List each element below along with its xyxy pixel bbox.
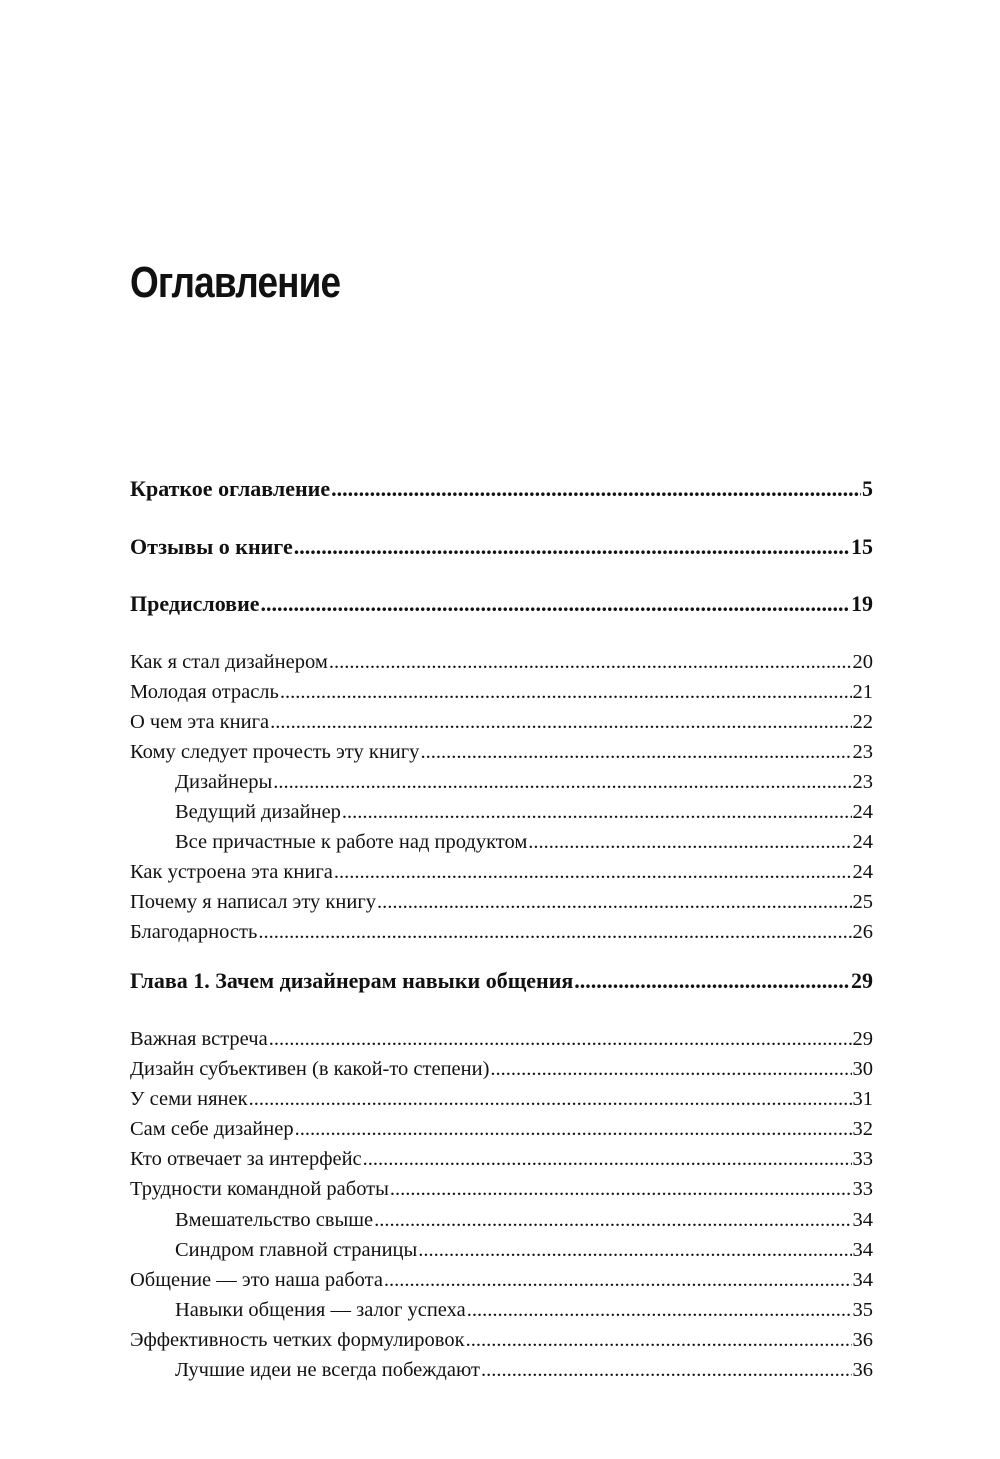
toc-page-number: 34 xyxy=(852,1238,873,1261)
toc-page-number: 29 xyxy=(852,1027,873,1050)
toc-item xyxy=(130,767,873,797)
toc-item-title: Дизайнеры xyxy=(175,770,273,793)
toc-item-title: Общение — это наша работа xyxy=(130,1268,383,1291)
toc-page-number: 23 xyxy=(852,740,873,763)
toc-item-title: Благодарность xyxy=(130,921,258,944)
toc-leader-dots xyxy=(384,1265,852,1295)
toc-item-title: Кто отвечает за интерфейс xyxy=(130,1148,362,1171)
toc-leader-dots xyxy=(342,797,852,827)
toc-page-number: 20 xyxy=(852,650,873,673)
toc-item xyxy=(130,737,873,767)
toc-item xyxy=(130,1355,873,1385)
toc-item xyxy=(130,887,873,917)
toc-leader-dots xyxy=(363,1144,852,1174)
toc-section xyxy=(130,474,873,532)
toc-item xyxy=(130,917,873,947)
toc-item-title: Краткое оглавление xyxy=(130,476,331,501)
toc-item xyxy=(130,1325,873,1355)
toc-leader-dots xyxy=(249,1084,852,1114)
toc-page-number: 25 xyxy=(852,891,873,914)
toc-item xyxy=(130,1235,873,1265)
toc-item xyxy=(130,857,873,887)
toc-leader-dots xyxy=(294,532,850,562)
toc-item xyxy=(130,1174,873,1204)
toc-leader-dots xyxy=(334,857,852,887)
toc-leader-dots xyxy=(467,1295,852,1325)
toc-page-number: 5 xyxy=(862,476,873,501)
toc-leader-dots xyxy=(261,589,850,619)
toc-item-title: Отзывы о книге xyxy=(130,533,293,559)
toc-item xyxy=(130,797,873,827)
toc-item-title: Трудности командной работы xyxy=(130,1178,389,1201)
toc-leader-dots xyxy=(331,474,861,504)
toc-page-number: 23 xyxy=(852,770,873,793)
toc-item xyxy=(130,1265,873,1295)
toc-item-title: Сам себе дизайнер xyxy=(130,1118,294,1141)
page-title: Оглавление xyxy=(130,258,341,307)
toc-item-title: Ведущий дизайнер xyxy=(175,800,341,823)
toc-leader-dots xyxy=(329,647,852,677)
toc-item-title: Предисловие xyxy=(130,591,260,616)
toc-leader-dots xyxy=(481,1355,852,1385)
toc-leader-dots xyxy=(418,1235,851,1265)
toc-leader-dots xyxy=(258,917,851,947)
toc-item xyxy=(130,707,873,737)
toc-item-title: Как я стал дизайнером xyxy=(130,650,328,673)
toc-section xyxy=(130,532,873,590)
toc-page-number: 34 xyxy=(852,1208,873,1231)
toc-leader-dots xyxy=(377,887,852,917)
toc-page-number: 32 xyxy=(852,1118,873,1141)
toc-leader-dots xyxy=(295,1114,852,1144)
toc-leader-dots xyxy=(269,1024,852,1054)
toc-leader-dots xyxy=(466,1325,852,1355)
toc-item-title: Лучшие идеи не всегда побеждают xyxy=(175,1358,480,1381)
toc-page-number: 26 xyxy=(852,921,873,944)
toc-section xyxy=(130,966,873,1024)
toc-section xyxy=(130,589,873,647)
toc-item-title: О чем эта книга xyxy=(130,710,270,733)
toc-leader-dots xyxy=(374,1205,851,1235)
toc-item xyxy=(130,1084,873,1114)
toc-leader-dots xyxy=(280,677,852,707)
toc-page-number: 24 xyxy=(852,861,873,884)
toc-item xyxy=(130,1114,873,1144)
toc-page-number: 22 xyxy=(852,710,873,733)
toc-item xyxy=(130,1024,873,1054)
toc-page-number: 36 xyxy=(852,1328,873,1351)
toc-page-number: 35 xyxy=(852,1298,873,1321)
toc-page-number: 29 xyxy=(851,968,873,994)
toc-page-number: 36 xyxy=(852,1358,873,1381)
toc-item xyxy=(130,827,873,857)
toc-item-title: Кому следует прочесть эту книгу xyxy=(130,740,420,763)
toc-item-title: Все причастные к работе над продуктом xyxy=(175,831,528,854)
toc-leader-dots xyxy=(273,767,851,797)
toc-item xyxy=(130,1144,873,1174)
toc-item xyxy=(130,1295,873,1325)
toc-leader-dots xyxy=(490,1054,851,1084)
toc-page-number: 15 xyxy=(851,533,873,559)
toc-page-number: 33 xyxy=(852,1148,873,1171)
toc-page-number: 33 xyxy=(852,1178,873,1201)
table-of-contents xyxy=(130,474,873,1385)
toc-leader-dots xyxy=(420,737,851,767)
toc-page-number: 19 xyxy=(851,591,873,616)
toc-item-title: Важная встреча xyxy=(130,1027,268,1050)
toc-item xyxy=(130,1205,873,1235)
toc-item-title: Синдром главной страницы xyxy=(175,1238,418,1261)
toc-item-title: У семи нянек xyxy=(130,1088,248,1111)
toc-item-title: Дизайн субъективен (в какой-то степени) xyxy=(130,1058,490,1081)
toc-item-title: Глава 1. Зачем дизайнерам навыки общения xyxy=(130,968,574,994)
toc-item-title: Как устроена эта книга xyxy=(130,861,333,884)
toc-page-number: 30 xyxy=(852,1058,873,1081)
toc-item-title: Вмешательство свыше xyxy=(175,1208,374,1231)
toc-page-number: 24 xyxy=(852,800,873,823)
toc-item-title: Навыки общения — залог успеха xyxy=(175,1298,466,1321)
toc-page-number: 34 xyxy=(852,1268,873,1291)
toc-item-title: Молодая отрасль xyxy=(130,680,279,703)
toc-page-number: 24 xyxy=(852,831,873,854)
toc-leader-dots xyxy=(574,966,850,996)
toc-item xyxy=(130,647,873,677)
toc-item xyxy=(130,677,873,707)
toc-leader-dots xyxy=(390,1174,852,1204)
toc-item-title: Почему я написал эту книгу xyxy=(130,891,376,914)
toc-leader-dots xyxy=(270,707,851,737)
toc-item xyxy=(130,1054,873,1084)
toc-item-title: Эффективность четких формулировок xyxy=(130,1328,465,1351)
toc-page-number: 21 xyxy=(852,680,873,703)
toc-leader-dots xyxy=(528,827,851,857)
toc-page-number: 31 xyxy=(852,1088,873,1111)
